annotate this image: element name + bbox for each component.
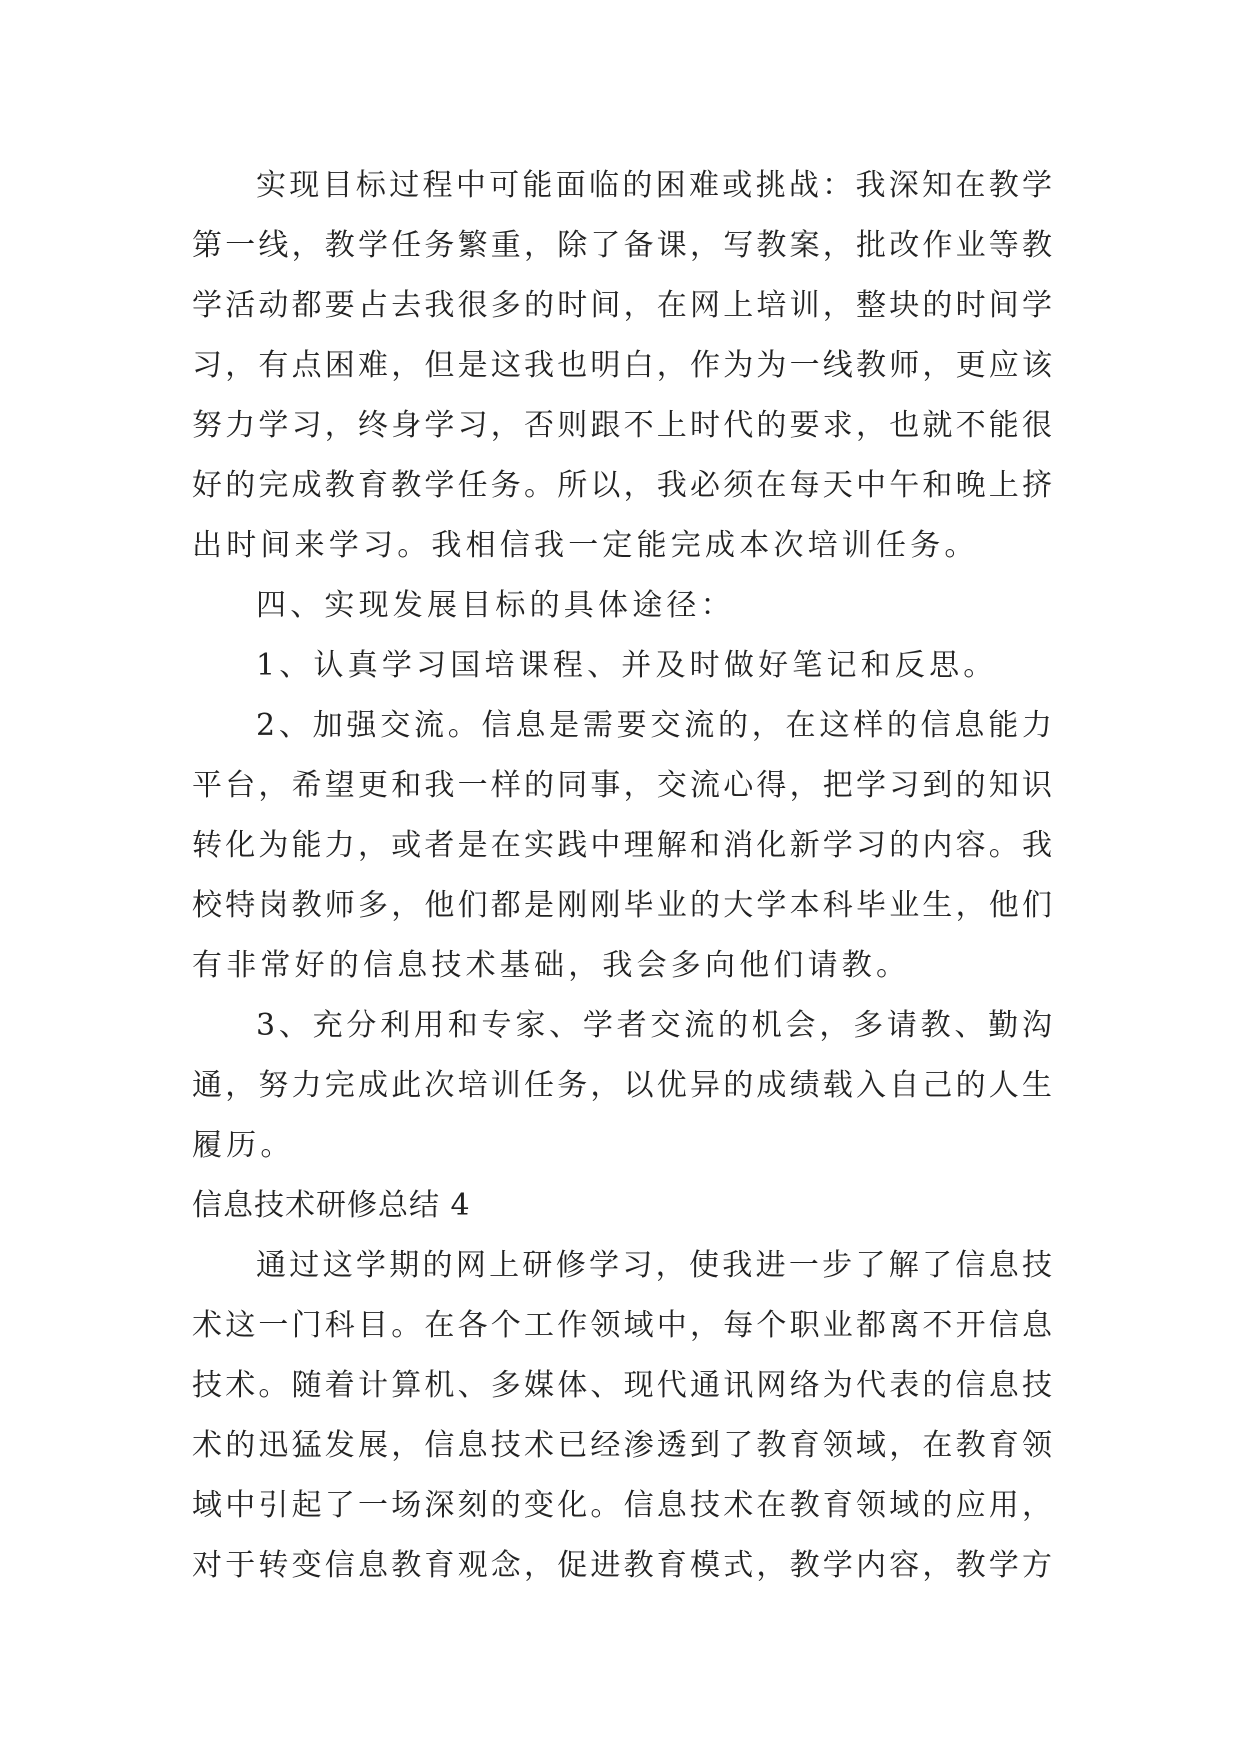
text-line: 有非常好的信息技术基础，我会多向他们请教。 [192,948,911,983]
text-line: 通过这学期的网上研修学习，使我进一步了解了信息技 [256,1248,1052,1283]
text-line: 1、认真学习国培课程、并及时做好笔记和反思。 [256,648,998,683]
text-line: 术的迅猛发展，信息技术已经渗透到了教育领域，在教育领 [192,1428,1052,1463]
list-item-1 [192,636,1052,696]
list-item-3 [192,996,1052,1176]
text-line: 努力学习，终身学习，否则跟不上时代的要求，也就不能很 [192,408,1052,443]
text-line: 履历。 [192,1128,295,1163]
document-body [192,156,1052,1596]
text-line: 校特岗教师多，他们都是刚刚毕业的大学本科毕业生，他们 [192,888,1052,923]
text-line: 术这一门科目。在各个工作领域中，每个职业都离不开信息 [192,1308,1052,1343]
section-heading: 信息技术研修总结 4 [192,1188,471,1223]
text-line: 3、充分利用和专家、学者交流的机会，多请教、勤沟 [256,1008,1052,1043]
list-item-2 [192,696,1052,996]
section-four-title: 四、实现发展目标的具体途径： [256,588,735,623]
text-line: 技术。随着计算机、多媒体、现代通讯网络为代表的信息技 [192,1368,1052,1403]
text-line: 通，努力完成此次培训任务，以优异的成绩载入自己的人生 [192,1068,1052,1103]
paragraph-challenges [192,156,1052,576]
text-line: 域中引起了一场深刻的变化。信息技术在教育领域的应用， [192,1488,1052,1523]
text-line: 出时间来学习。我相信我一定能完成本次培训任务。 [192,528,979,563]
text-line: 好的完成教育教学任务。所以，我必须在每天中午和晚上挤 [192,468,1052,503]
text-line: 平台，希望更和我一样的同事，交流心得，把学习到的知识 [192,768,1052,803]
text-line: 实现目标过程中可能面临的困难或挑战：我深知在教学 [256,168,1052,203]
text-line: 学活动都要占去我很多的时间，在网上培训，整块的时间学 [192,288,1052,323]
text-line: 习，有点困难，但是这我也明白，作为为一线教师，更应该 [192,348,1052,383]
text-line: 第一线，教学任务繁重，除了备课，写教案，批改作业等教 [192,228,1052,263]
text-line: 转化为能力，或者是在实践中理解和消化新学习的内容。我 [192,828,1052,863]
paragraph-summary-4 [192,1236,1052,1596]
text-line: 2、加强交流。信息是需要交流的，在这样的信息能力 [256,708,1052,743]
text-line: 对于转变信息教育观念，促进教育模式，教学内容，教学方 [192,1548,1052,1583]
